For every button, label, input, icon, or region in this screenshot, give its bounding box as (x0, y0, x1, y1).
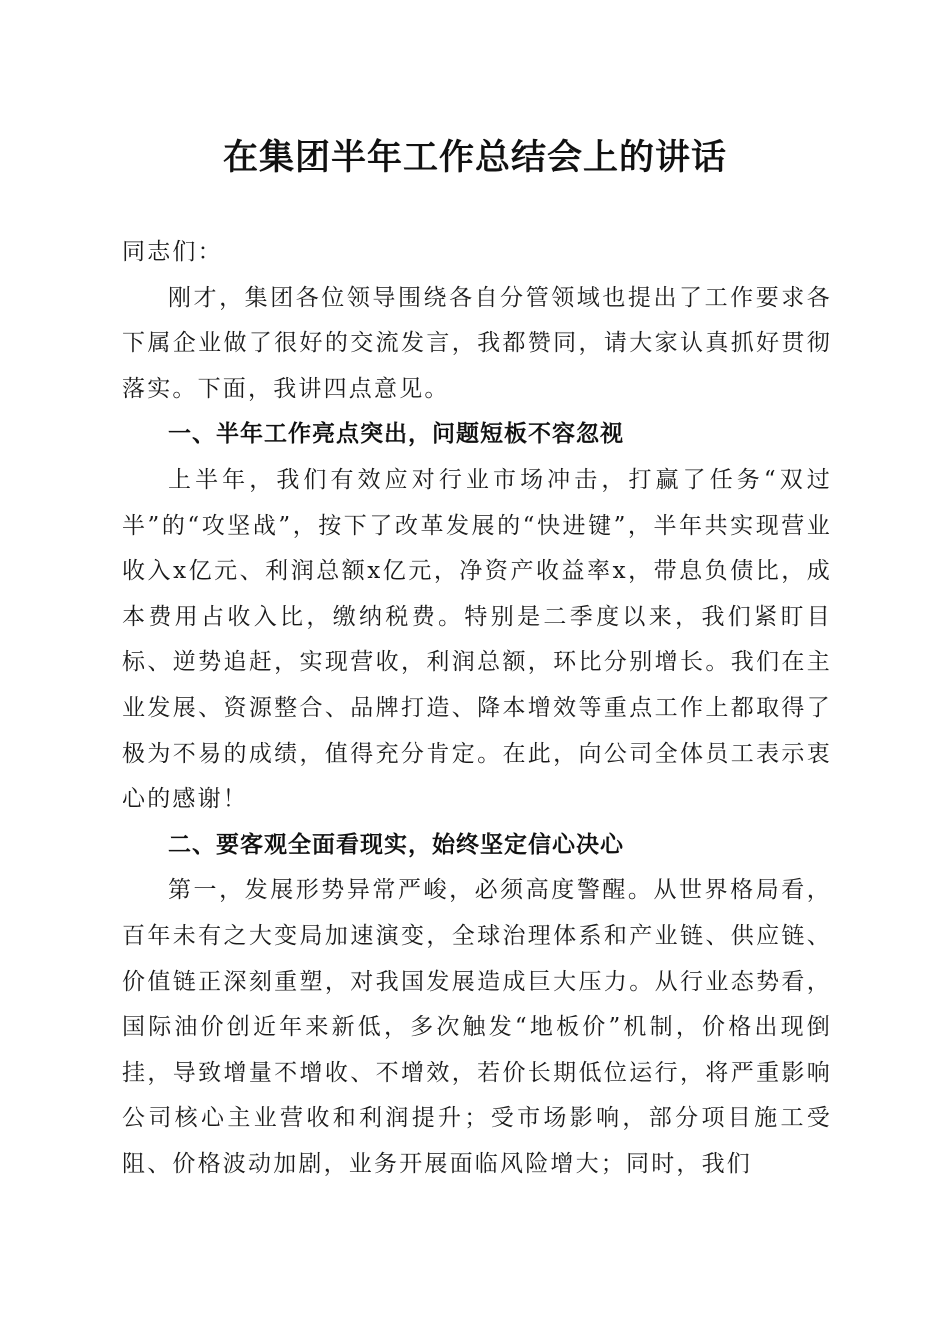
paragraph-section-2: 第一，发展形势异常严峻，必须高度警醒。从世界格局看，百年未有之大变局加速演变，全球治理体系和产业链、供应链、价值链正深刻重塑，对我国发展造成巨大压力。从行业态势看，国际油价创近年来新低，多次触发“地板价”机制，价格出现倒挂，导致增量不增收、不增效，若价长期低位运行，将严重影响公司核心主业营收和利润提升；受市场影响，部分项目施工受阻、价格波动加剧，业务开展面临风险增大；同时，我们 (122, 877, 832, 1177)
document-title: 在集团半年工作总结会上的讲话 (222, 137, 727, 178)
section-heading-1: 一、半年工作亮点突出，问题短板不容忽视 (168, 421, 624, 448)
salutation: 同志们： (122, 239, 223, 265)
paragraph-section-1: 上半年，我们有效应对行业市场冲击，打赢了任务“双过半”的“攻坚战”，按下了改革发展的“快进键”，半年共实现营业收入x亿元、利润总额x亿元，净资产收益率x，带息负债比，成本费用占收入比，缴纳税费。特别是二季度以来，我们紧盯目标、逆势追赶，实现营收，利润总额，环比分别增长。我们在主业发展、资源整合、品牌打造、降本增效等重点工作上都取得了极为不易的成绩，值得充分肯定。在此，向公司全体员工表示衷心的感谢！ (122, 466, 832, 813)
paragraph-intro: 刚才，集团各位领导围绕各自分管领域也提出了工作要求各下属企业做了很好的交流发言，我都赞同，请大家认真抓好贯彻落实。下面，我讲四点意见。 (122, 284, 832, 402)
section-heading-2: 二、要客观全面看现实，始终坚定信心决心 (168, 831, 624, 858)
document-body (122, 230, 832, 1187)
